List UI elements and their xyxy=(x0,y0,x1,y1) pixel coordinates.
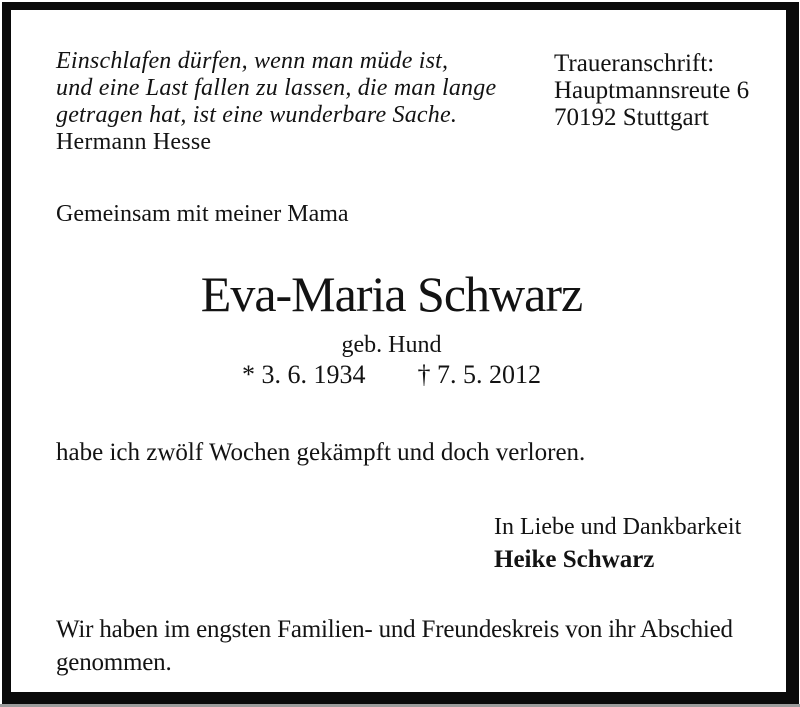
notice-frame xyxy=(2,2,799,705)
farewell-name: Heike Schwarz xyxy=(494,546,655,573)
farewell-line: In Liebe und Dankbarkeit xyxy=(494,514,742,540)
quote-line-1: Einschlafen dürfen, wenn man müde ist, xyxy=(56,48,449,74)
mourning-address-street: Hauptmannsreute 6 xyxy=(554,77,750,104)
farewell-block xyxy=(494,512,741,575)
mourning-address-city: 70192 Stuttgart xyxy=(554,104,709,131)
closing-line-1: Wir haben im engsten Familien- und Freundeskreis von ihr Abschied xyxy=(56,616,733,643)
mourning-address-label: Traueranschrift: xyxy=(554,50,715,77)
quote-line-3: getragen hat, ist eine wunderbare Sache. xyxy=(56,102,458,128)
death-date: † 7. 5. 2012 xyxy=(417,360,541,389)
mourning-address-block xyxy=(554,50,749,131)
quote-block xyxy=(56,48,496,156)
life-dates xyxy=(11,360,772,390)
body-text: habe ich zwölf Wochen gekämpft und doch verloren. xyxy=(56,439,586,466)
birth-date: * 3. 6. 1934 xyxy=(242,360,366,389)
intro-line: Gemeinsam mit meiner Mama xyxy=(56,201,349,227)
closing-block xyxy=(56,613,733,679)
closing-line-2: genommen. xyxy=(56,649,172,676)
deceased-name: Eva-Maria Schwarz xyxy=(200,266,583,322)
quote-attribution: Hermann Hesse xyxy=(56,129,212,155)
deceased-maiden-name: geb. Hund xyxy=(341,332,442,358)
quote-line-2: und eine Last fallen zu lassen, die man lange xyxy=(56,75,497,101)
